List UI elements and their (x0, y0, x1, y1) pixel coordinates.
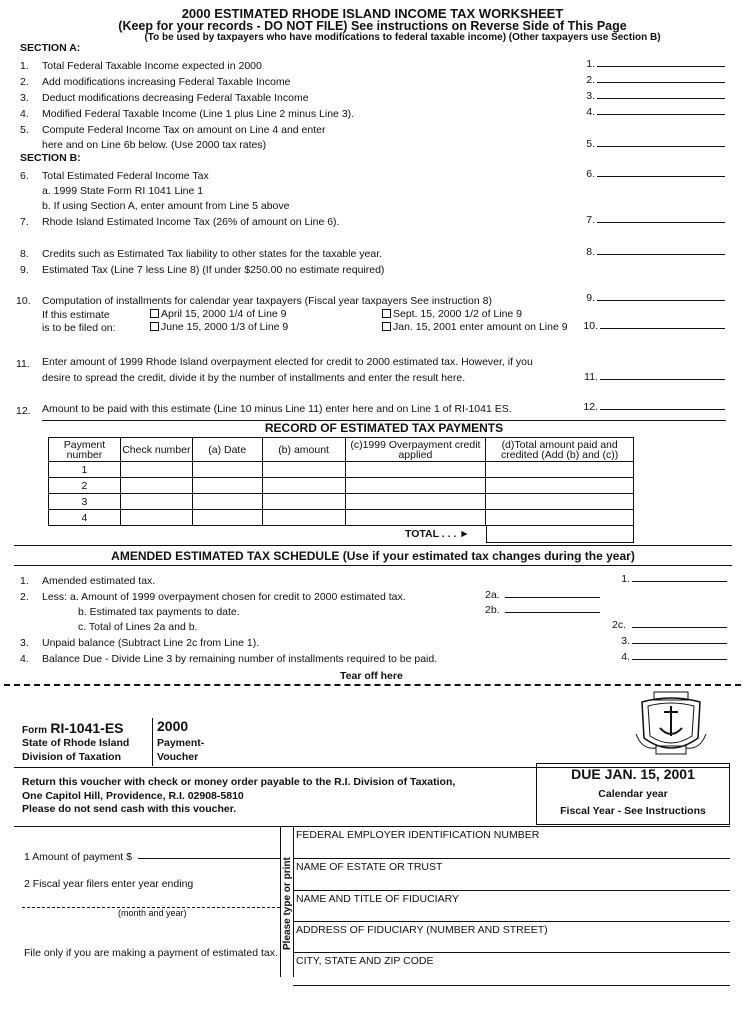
fiscal-year-ending-label: 2 Fiscal year filers enter year ending (24, 878, 194, 890)
form-number (22, 720, 124, 736)
return-instructions-2: One Capitol Hill, Providence, R.I. 02908-5810 (22, 790, 244, 802)
amended-answer-4[interactable] (632, 659, 727, 660)
line-text: Total Estimated Federal Income Tax (42, 170, 209, 182)
line-text: Enter amount of 1999 Rhode Island overpayment elected for credit to 2000 estimated tax. However, if you (42, 356, 533, 368)
month-and-year-label: (month and year) (118, 908, 187, 918)
header-check-number: Check number (120, 438, 192, 462)
answer-number: 8. (586, 246, 595, 258)
answer-line-12[interactable] (600, 409, 725, 410)
answer-line-7[interactable] (597, 222, 725, 223)
header-amount: (b) amount (262, 438, 345, 462)
header-overpayment: (c)1999 Overpayment credit applied (345, 438, 486, 462)
line-6b-text: b. If using Section A, enter amount from Line 5 above (42, 200, 290, 212)
line-number: 8. (20, 248, 29, 260)
tear-off-label: Tear off here (340, 670, 403, 682)
answer-number: 12. (583, 401, 598, 413)
amended-title: AMENDED ESTIMATED TAX SCHEDULE (Use if your estimated tax changes during the year) (111, 549, 635, 563)
amended-line-2c: c. Total of Lines 2a and b. (78, 621, 198, 633)
right-panel-divider (293, 827, 294, 977)
section-b-label: SECTION B: (20, 152, 81, 164)
answer-number: 4. (586, 106, 595, 118)
amended-answer-2b[interactable] (505, 612, 600, 613)
section-a-label: SECTION A: (20, 42, 81, 54)
answer-number: 2a. (485, 589, 500, 601)
line-text: Amount to be paid with this estimate (Line 10 minus Line 11) enter here and on Line 1 of RI-1041 ES. (42, 403, 512, 415)
payments-table (48, 437, 634, 526)
line-number: 1. (20, 575, 29, 587)
line-number: 9. (20, 264, 29, 276)
amended-top-rule (14, 545, 732, 546)
line-number: 12. (16, 405, 31, 417)
line-number: 4. (20, 108, 29, 120)
left-panel-divider (280, 827, 281, 977)
line-text-cont: here and on Line 6b below. (Use 2000 tax rates) (42, 139, 267, 151)
total-label: TOTAL . . . ► (405, 528, 470, 540)
checkbox-icon[interactable] (150, 309, 159, 318)
amended-answer-2c[interactable] (632, 627, 727, 628)
answer-number: 2. (586, 74, 595, 86)
checkbox-icon[interactable] (382, 309, 391, 318)
please-type-or-print: Please type or print (282, 857, 293, 950)
fiscal-year-note: Fiscal Year - See Instructions (560, 805, 706, 817)
row-number: 2 (49, 478, 121, 494)
line-number: 1. (20, 60, 29, 72)
state-name: State of Rhode Island (22, 737, 130, 749)
return-instructions-1: Return this voucher with check or money order payable to the R.I. Division of Taxation, (22, 776, 456, 788)
table-row (49, 494, 634, 510)
answer-line-10[interactable] (600, 328, 725, 329)
table-row (49, 478, 634, 494)
answer-line-4[interactable] (597, 114, 725, 115)
answer-number: 9. (586, 292, 595, 304)
answer-number: 3. (586, 90, 595, 102)
answer-number: 6. (586, 168, 595, 180)
form-subtitle: (Keep for your records - DO NOT FILE) See instructions on Reverse Side of This Page (118, 19, 627, 33)
row-number: 3 (49, 494, 121, 510)
form-prefix: Form (22, 725, 47, 736)
answer-number: 2c. (612, 619, 627, 631)
due-date: DUE JAN. 15, 2001 (571, 766, 695, 782)
line-text: Computation of installments for calendar year taxpayers (Fiscal year taxpayers See instruction 8) (42, 295, 492, 307)
amended-answer-3[interactable] (632, 643, 727, 644)
form-note: (To be used by taxpayers who have modifications to federal taxable income) (Other taxpayers use Section B) (144, 32, 661, 43)
amended-line-2b: b. Estimated tax payments to date. (78, 606, 240, 618)
answer-number: 3. (621, 635, 630, 647)
line-text-cont: desire to spread the credit, divide it by the number of installments and enter the result here. (42, 372, 466, 384)
city-state-zip-label: CITY, STATE AND ZIP CODE (296, 955, 434, 967)
amended-answer-2a[interactable] (505, 597, 600, 598)
amount-of-payment-input[interactable] (138, 858, 280, 859)
line-number: 4. (20, 653, 29, 665)
amended-answer-1[interactable] (632, 581, 727, 582)
if-estimate-text: If this estimate (42, 309, 110, 321)
line-text: Credits such as Estimated Tax liability to other states for the taxable year. (42, 248, 383, 260)
answer-line-2[interactable] (597, 82, 725, 83)
federal-employer-id-label: FEDERAL EMPLOYER IDENTIFICATION NUMBER (296, 829, 540, 841)
option-jan[interactable]: Jan. 15, 2001 enter amount on Line 9 (382, 321, 568, 333)
line-number: 2. (20, 591, 29, 603)
line-text: Deduct modifications decreasing Federal Taxable Income (42, 92, 309, 104)
answer-number: 1. (586, 58, 595, 70)
total-box[interactable] (486, 525, 634, 543)
answer-line-1[interactable] (597, 66, 725, 67)
line-text: Total Federal Taxable Income expected in 2000 (42, 60, 262, 72)
line-text: Estimated Tax (Line 7 less Line 8) (If under $250.00 no estimate required) (42, 264, 385, 276)
voucher-label: Voucher (157, 751, 199, 763)
line-number: 10. (16, 295, 31, 307)
header-payment-number: Payment number (49, 438, 121, 462)
amended-line-2a: Less: a. Amount of 1999 overpayment chosen for credit to 2000 estimated tax. (42, 591, 406, 603)
answer-number: 7. (586, 214, 595, 226)
amended-line-4: Balance Due - Divide Line 3 by remaining number of installments required to be paid. (42, 653, 438, 665)
answer-number: 11. (584, 371, 598, 383)
payment-label: Payment- (157, 737, 205, 749)
line-number: 2. (20, 76, 29, 88)
line-number: 7. (20, 216, 29, 228)
federal-employer-id-input[interactable] (293, 858, 730, 859)
division-name: Division of Taxation (22, 751, 121, 763)
header-divider (152, 718, 153, 766)
return-instructions-3: Please do not send cash with this voucher. (22, 803, 237, 815)
fiduciary-address-input[interactable] (293, 952, 730, 953)
voucher-mid-rule (14, 826, 730, 827)
answer-line-3[interactable] (597, 98, 725, 99)
filed-on-text: is to be filed on: (42, 322, 116, 334)
form-number-text: RI-1041-ES (50, 720, 124, 736)
option-sept[interactable]: Sept. 15, 2000 1/2 of Line 9 (382, 308, 522, 320)
amended-line-1: Amended estimated tax. (42, 575, 156, 587)
estate-name-input[interactable] (293, 890, 730, 891)
checkbox-icon[interactable] (150, 322, 159, 331)
option-june[interactable]: June 15, 2000 1/3 of Line 9 (150, 321, 288, 333)
row-number: 1 (49, 462, 121, 478)
table-row (49, 462, 634, 478)
answer-number: 1. (621, 573, 630, 585)
answer-number: 5. (586, 138, 595, 150)
table-row (49, 510, 634, 526)
header-date: (a) Date (192, 438, 262, 462)
amount-of-payment-label: 1 Amount of payment $ (24, 851, 132, 863)
line-text: Modified Federal Taxable Income (Line 1 plus Line 2 minus Line 3). (42, 108, 355, 120)
answer-line-6[interactable] (597, 176, 725, 177)
calendar-year: Calendar year (598, 788, 668, 800)
rhode-island-state-seal-icon (632, 690, 710, 760)
line-6a-text: a. 1999 State Form RI 1041 Line 1 (42, 185, 204, 197)
fiduciary-address-label: ADDRESS OF FIDUCIARY (NUMBER AND STREET) (296, 924, 548, 936)
file-only-note: File only if you are making a payment of estimated tax. (24, 947, 278, 959)
answer-line-9[interactable] (597, 300, 725, 301)
fiduciary-name-label: NAME AND TITLE OF FIDUCIARY (296, 893, 459, 905)
answer-line-5[interactable] (597, 146, 725, 147)
answer-line-8[interactable] (597, 254, 725, 255)
line-text: Add modifications increasing Federal Taxable Income (42, 76, 291, 88)
tear-off-line[interactable] (4, 684, 741, 686)
answer-number: 10. (583, 320, 598, 332)
line-number: 3. (20, 92, 29, 104)
line-number: 5. (20, 124, 29, 136)
line-number: 6. (20, 170, 29, 182)
header-total-paid: (d)Total amount paid and credited (Add (b) and (c)) (486, 438, 634, 462)
line-number: 3. (20, 637, 29, 649)
checkbox-icon[interactable] (382, 322, 391, 331)
answer-number: 2b. (485, 604, 500, 616)
city-state-zip-input[interactable] (293, 985, 730, 986)
answer-number: 4. (621, 651, 630, 663)
form-title: 2000 ESTIMATED RHODE ISLAND INCOME TAX WORKSHEET (181, 6, 564, 21)
estate-name-label: NAME OF ESTATE OR TRUST (296, 861, 443, 873)
record-title: RECORD OF ESTIMATED TAX PAYMENTS (264, 421, 504, 435)
line-number: 11. (16, 358, 30, 370)
row-number: 4 (49, 510, 121, 526)
answer-line-11[interactable] (600, 379, 725, 380)
option-april[interactable]: April 15, 2000 1/4 of Line 9 (150, 308, 287, 320)
amended-bottom-rule (14, 565, 732, 566)
fiduciary-name-input[interactable] (293, 921, 730, 922)
line-text: Compute Federal Income Tax on amount on Line 4 and enter (42, 124, 326, 136)
line-text: Rhode Island Estimated Income Tax (26% of amount on Line 6). (42, 216, 340, 228)
amended-line-3: Unpaid balance (Subtract Line 2c from Line 1). (42, 637, 260, 649)
voucher-year: 2000 (157, 718, 189, 734)
